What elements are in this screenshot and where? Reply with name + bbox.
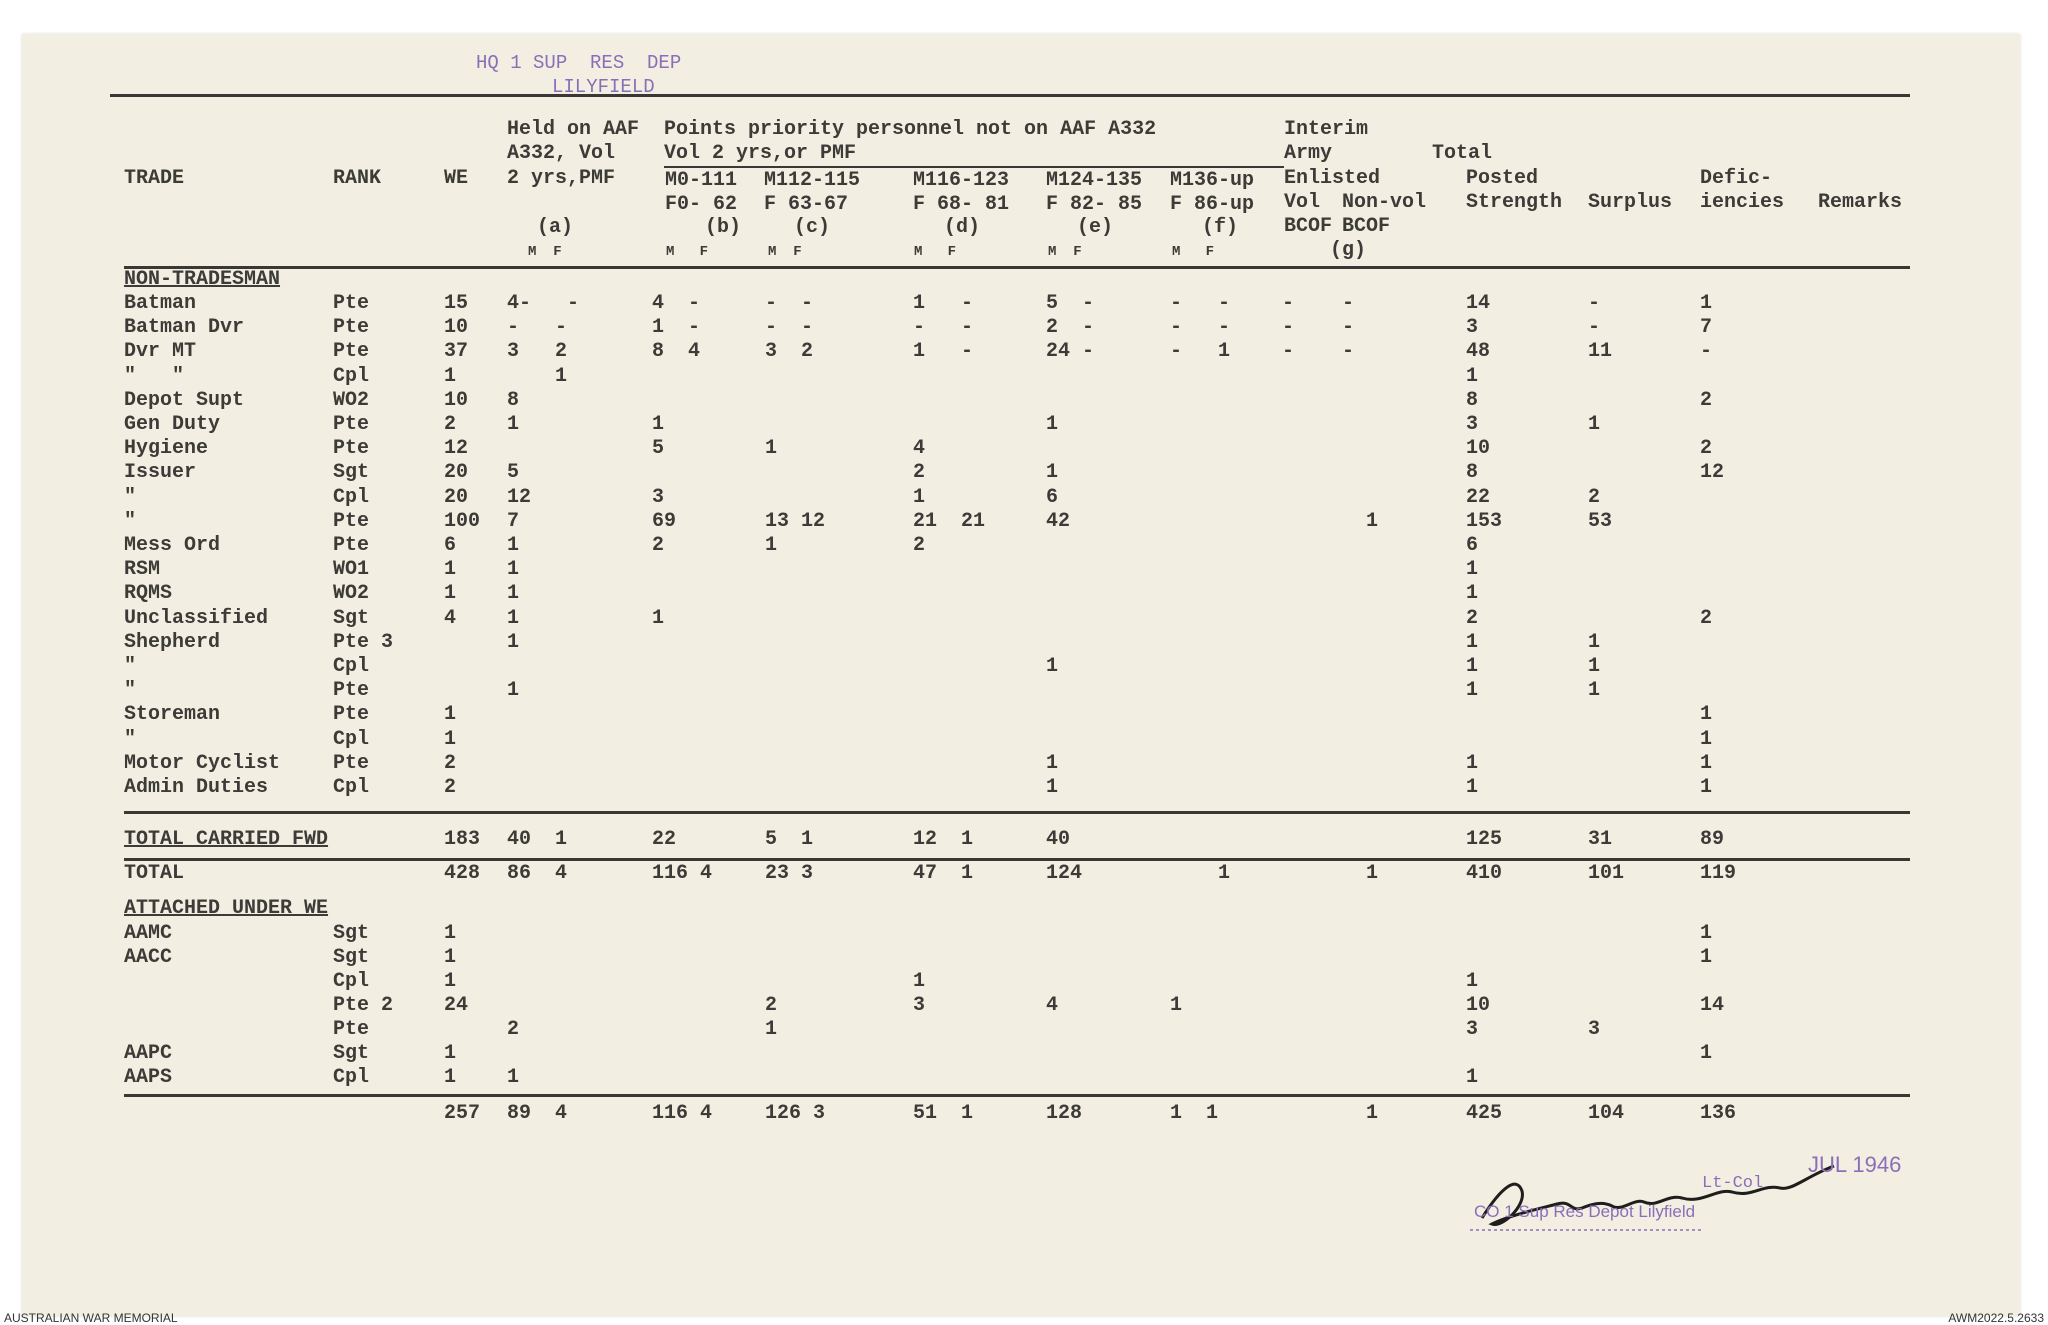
rows-trade: Mess Ord [124,534,221,557]
total-def: 119 [1700,862,1737,885]
rows-a: 1 [507,558,520,582]
carried-def: 89 [1700,828,1725,851]
rows2-c: 2 [765,994,778,1017]
rows-tot: 153 [1466,509,1503,533]
rows-trade: Issuer [124,461,197,485]
rows-rank: Pte 3 [333,630,394,654]
rows-def: 2 [1700,388,1713,412]
header-b1: M0-111 [665,169,738,192]
document-page [22,34,2020,1316]
header-c3: (c) [794,216,831,239]
grand-a: 89 4 [507,1102,568,1125]
rows-trade: Hygiene [124,437,209,461]
rows-d: 21 21 [913,509,986,533]
grand-tot: 425 [1466,1102,1503,1125]
carried-b: 22 [652,828,677,851]
rows-we: 20 [444,485,469,509]
rows-rank: Pte [333,679,370,703]
stamp-line2: LILYFIELD [552,76,655,98]
rows-rank: Pte [333,413,370,436]
rows2-we: 1 [444,970,457,993]
header-e1: M124-135 [1046,169,1143,192]
rows-we: 100 [444,509,481,533]
header-surplus: Surplus [1588,191,1673,214]
rows-e: 1 [1046,751,1059,775]
rows-trade: Gen Duty [124,413,221,436]
header-points2: Vol 2 yrs,or PMF [664,142,857,165]
rows-we: 2 [444,751,457,775]
header-we: WE [444,167,469,190]
rows-d: 1 - [913,292,974,315]
header-g: (g) [1330,239,1367,262]
rows-f: - 1 [1170,340,1231,364]
rows-e: 5 - [1046,292,1095,315]
rows2-a: 2 [507,1018,520,1041]
header-f1: M136-up [1170,169,1255,192]
total-a: 86 4 [507,862,568,885]
rows-e: 42 [1046,509,1071,533]
carried-c: 5 1 [765,828,814,851]
rows-c: 13 12 [765,509,826,533]
rows-f: - - [1170,316,1231,340]
rows-trade: " [124,509,137,533]
rows2-trade: AAPS [124,1066,173,1089]
rows-tot: 2 [1466,606,1479,630]
rows-tot: 1 [1466,751,1479,775]
rows-we: 1 [444,582,457,606]
rows-sur: 2 [1588,485,1601,509]
header-rule [124,266,1910,269]
rows-trade: Unclassified [124,606,269,630]
rows2-rank: Sgt [333,1042,370,1065]
footer-left: AUSTRALIAN WAR MEMORIAL [4,1311,178,1325]
header-bcof2: BCOF [1342,215,1391,238]
header-d3: (d) [944,216,981,239]
header-b2: F0- 62 [665,193,738,216]
header-mf-a: M F [528,244,562,260]
rows-a: 7 [507,509,520,533]
rows-a: 1 [507,413,520,436]
rows-def: 7 [1700,316,1713,340]
rows-trade: Storeman [124,703,221,727]
grand-d: 51 1 [913,1102,974,1125]
rows-tot: 1 [1466,776,1479,799]
rows2-a: 1 [507,1066,520,1089]
rows2-def: 1 [1700,1042,1713,1065]
rows-sur: 1 [1588,679,1601,703]
rows2-rank: Sgt [333,946,370,969]
rows-rank: WO2 [333,388,370,412]
total-we: 428 [444,862,481,885]
header-rank: RANK [333,167,382,190]
rows2-we: 1 [444,922,457,945]
rows-rank: Pte [333,751,370,775]
rows-tot: 14 [1466,292,1491,315]
rows-tot: 1 [1466,558,1479,582]
rows-tot: 10 [1466,437,1491,461]
rows-b: 1 [652,606,665,630]
rows-we: 37 [444,340,469,364]
rows-rank: Pte [333,316,370,340]
header-nonvol: Non-vol [1342,191,1427,214]
grand-def: 136 [1700,1102,1737,1125]
rows-we: 1 [444,558,457,582]
rows-trade: " [124,485,137,509]
carried-rule-bottom [124,858,1910,861]
rows2-def: 1 [1700,946,1713,969]
rows-def: 1 [1700,292,1713,315]
header-def2: iencies [1700,191,1785,214]
rows-def: 2 [1700,437,1713,461]
rows-we: 4 [444,606,457,630]
carried-rule-top [124,811,1910,814]
rows2-sur: 3 [1588,1018,1601,1041]
rows2-tot: 1 [1466,1066,1479,1089]
rows-def: 1 [1700,751,1713,775]
rows-rank: Pte [333,534,370,557]
rows2-rank: Cpl [333,1066,370,1089]
rows-sur: 1 [1588,413,1601,436]
section-non-tradesman: NON-TRADESMAN [124,268,281,291]
grand-rule [124,1094,1910,1097]
rows-trade: Depot Supt [124,388,245,412]
rows-rank: Pte [333,437,370,461]
header-held-a: (a) [537,216,574,239]
rows-c: - - [765,292,814,315]
rows-tot: 6 [1466,534,1479,557]
points-rule [664,166,1284,168]
total-e: 124 [1046,862,1083,885]
rows-we: 2 [444,776,457,799]
rows-a: 1 [507,364,568,388]
rows2-rank: Sgt [333,922,370,945]
rows-trade: RSM [124,558,161,582]
rows2-def: 14 [1700,994,1725,1017]
rows-def: - [1700,340,1713,364]
rows-e: 2 - [1046,316,1095,340]
header-points1: Points priority personnel not on AAF A332 [664,118,1157,141]
rows-g: 1 [1282,509,1379,533]
header-e3: (e) [1077,216,1114,239]
rows-tot: 8 [1466,388,1479,412]
rows-trade: Dvr MT [124,340,197,364]
header-trade: TRADE [124,167,185,190]
rows-d: 1 [913,485,926,509]
carried-d: 12 1 [913,828,974,851]
rows2-e: 4 [1046,994,1059,1017]
rows-we: 2 [444,413,457,436]
header-mf-c: M F [768,244,802,260]
total-d: 47 1 [913,862,974,885]
signature-unit: CO 1 Sup Res Depot Lilyfield [1474,1202,1696,1221]
rows-b: 5 [652,437,665,461]
rows2-f: 1 [1170,994,1183,1017]
signature-date-stamp: JUL 1946 [1808,1152,1902,1177]
rows-rank: Pte [333,292,370,315]
grand-we: 257 [444,1102,481,1125]
rows-b: 4 - [652,292,701,315]
rows-tot: 22 [1466,485,1491,509]
rows2-we: 1 [444,946,457,969]
total-tot: 410 [1466,862,1503,885]
rows-c: 3 2 [765,340,814,364]
rows-rank: Cpl [333,655,370,678]
header-interim1: Interim [1284,118,1369,141]
header-vol: Vol [1284,191,1321,214]
rows-we: 10 [444,388,469,412]
rows-e: 1 [1046,776,1059,799]
header-c1: M112-115 [764,169,861,192]
header-mf-b: M F [666,244,709,260]
rows2-trade: AACC [124,946,173,969]
rows-g: - - [1282,316,1355,340]
rows-a: 1 [507,679,520,703]
rows-b: 8 4 [652,340,701,364]
header-d2: F 68- 81 [913,193,1010,216]
rows-def: 1 [1700,703,1713,727]
rows-rank: WO2 [333,582,370,606]
header-b3: (b) [705,216,742,239]
rows-trade: Shepherd [124,630,221,654]
rows-a: 3 2 [507,340,568,364]
rows-trade: " [124,727,137,751]
header-interim3: Enlisted [1284,167,1381,190]
header-f2: F 86-up [1170,193,1255,216]
header-e2: F 82- 85 [1046,193,1143,216]
rows-a: 12 [507,485,532,509]
carried-sur: 31 [1588,828,1613,851]
rows-rank: Cpl [333,485,370,509]
rows-b: 2 [652,534,665,557]
rows2-rank: Pte 2 [333,994,394,1017]
total-c: 23 3 [765,862,814,885]
rows-a: 5 [507,461,520,485]
rows2-we: 24 [444,994,469,1017]
header-interim2: Army [1284,142,1333,165]
rows-trade: " [124,655,137,678]
rows-we: 1 [444,727,457,751]
rows-rank: Pte [333,703,370,727]
rows-c: 1 [765,437,778,461]
rows-trade: Motor Cyclist [124,751,281,775]
header-mf-e: M F [1048,244,1082,260]
rows-e: 1 [1046,655,1059,678]
rows2-def: 1 [1700,922,1713,945]
rows2-we: 1 [444,1042,457,1065]
header-c2: F 63-67 [764,193,849,216]
rows2-trade: AAMC [124,922,173,945]
rows-d: 1 - [913,340,974,364]
header-def1: Defic- [1700,167,1773,190]
rows2-tot: 10 [1466,994,1491,1017]
total-sur: 101 [1588,862,1625,885]
rows-def: 1 [1700,727,1713,751]
carried-label: TOTAL CARRIED FWD [124,828,329,851]
header-f3: (f) [1202,216,1239,239]
rows-e: 6 [1046,485,1059,509]
grand-g: 1 [1282,1102,1379,1125]
rows-def: 1 [1700,776,1713,799]
stamp-line1: HQ 1 SUP RES DEP [476,52,682,74]
rows-trade: RQMS [124,582,173,606]
rows-f: - - [1170,292,1231,315]
section-attached: ATTACHED UNDER WE [124,897,329,920]
header-held2: A332, Vol [507,142,616,165]
rows-sur: 1 [1588,655,1601,678]
rows-trade: Batman Dvr [124,316,245,340]
rows-tot: 3 [1466,413,1479,436]
rows-e: 1 [1046,413,1059,436]
grand-b: 116 4 [652,1102,713,1125]
rows-trade: Batman [124,292,197,315]
rows-a: 1 [507,630,520,654]
rows-rank: Cpl [333,727,370,751]
rows-rank: Cpl [333,364,370,388]
rows-tot: 1 [1466,582,1479,606]
rows-a: - - [507,316,568,340]
total-f: 1 [1170,862,1231,885]
total-label: TOTAL [124,862,185,885]
rows-c: 1 [765,534,778,557]
header-bcof1: BCOF [1284,215,1333,238]
rows-we: 15 [444,292,469,315]
top-rule [110,94,1910,97]
rows2-we: 1 [444,1066,457,1089]
rows-g: - - [1282,340,1355,364]
rows-d: 2 [913,461,926,485]
rows-trade: " " [124,364,185,388]
rows-rank: Pte [333,340,370,364]
rows-def: 12 [1700,461,1725,485]
header-held1: Held on AAF [507,118,640,141]
rows-rank: Cpl [333,776,370,799]
rows2-tot: 1 [1466,970,1479,993]
rows-we: 1 [444,364,457,388]
footer-right: AWM2022.5.2633 [1948,1311,2044,1325]
rows-sur: 1 [1588,630,1601,654]
rows2-rank: Cpl [333,970,370,993]
carried-a: 40 1 [507,828,568,851]
rows-b: 1 - [652,316,701,340]
rows-tot: 1 [1466,655,1479,678]
rows-rank: Sgt [333,606,370,630]
header-held3: 2 yrs,PMF [507,167,616,190]
rows-e: 24 - [1046,340,1095,364]
rows2-d: 1 [913,970,926,993]
rows-we: 20 [444,461,469,485]
header-total2: Posted [1466,167,1539,190]
rows-a: 1 [507,582,520,606]
rows-b: 3 [652,485,665,509]
rows-b: 69 [652,509,677,533]
rows-tot: 1 [1466,630,1479,654]
rows-d: - - [913,316,974,340]
rows2-d: 3 [913,994,926,1017]
rows-rank: WO1 [333,558,370,582]
grand-c: 126 3 [765,1102,826,1125]
header-mf-d: M F [914,244,957,260]
carried-tot: 125 [1466,828,1503,851]
rows-we: 1 [444,703,457,727]
rows-we: 6 [444,534,457,557]
header-total1: Total [1432,142,1493,165]
rows-d: 4 [913,437,926,461]
rows-we: 10 [444,316,469,340]
rows-d: 2 [913,534,926,557]
header-mf-f: M F [1172,244,1215,260]
header-total3: Strength [1466,191,1563,214]
rows-rank: Pte [333,509,370,533]
rows-a: 1 [507,534,520,557]
rows-sur: - [1588,316,1601,340]
rows2-tot: 3 [1466,1018,1479,1041]
total-g: 1 [1282,862,1379,885]
rows-g: - - [1282,292,1355,315]
grand-e: 128 [1046,1102,1083,1125]
rows-trade: " [124,679,137,703]
header-remarks: Remarks [1818,191,1903,214]
rows-a: 1 [507,606,520,630]
rows-sur: 53 [1588,509,1613,533]
rows-we: 12 [444,437,469,461]
rows-b: 1 [652,413,665,436]
rows-a: 8 [507,388,520,412]
grand-sur: 104 [1588,1102,1625,1125]
rows-def: 2 [1700,606,1713,630]
rows-rank: Sgt [333,461,370,485]
carried-e: 40 [1046,828,1071,851]
carried-we: 183 [444,828,481,851]
rows-sur: - [1588,292,1601,315]
signature-rank: Lt-Col [1702,1174,1764,1193]
rows-tot: 8 [1466,461,1479,485]
rows-sur: 11 [1588,340,1613,364]
grand-f: 1 1 [1170,1102,1219,1125]
rows-trade: Admin Duties [124,776,269,799]
rows-tot: 1 [1466,679,1479,703]
total-b: 116 4 [652,862,713,885]
rows-tot: 1 [1466,364,1479,388]
rows2-trade: AAPC [124,1042,173,1065]
rows-tot: 48 [1466,340,1491,364]
rows-a: 4- - [507,292,580,315]
rows2-c: 1 [765,1018,778,1041]
rows-e: 1 [1046,461,1059,485]
header-d1: M116-123 [913,169,1010,192]
rows-tot: 3 [1466,316,1479,340]
rows2-rank: Pte [333,1018,370,1041]
rows-c: - - [765,316,814,340]
